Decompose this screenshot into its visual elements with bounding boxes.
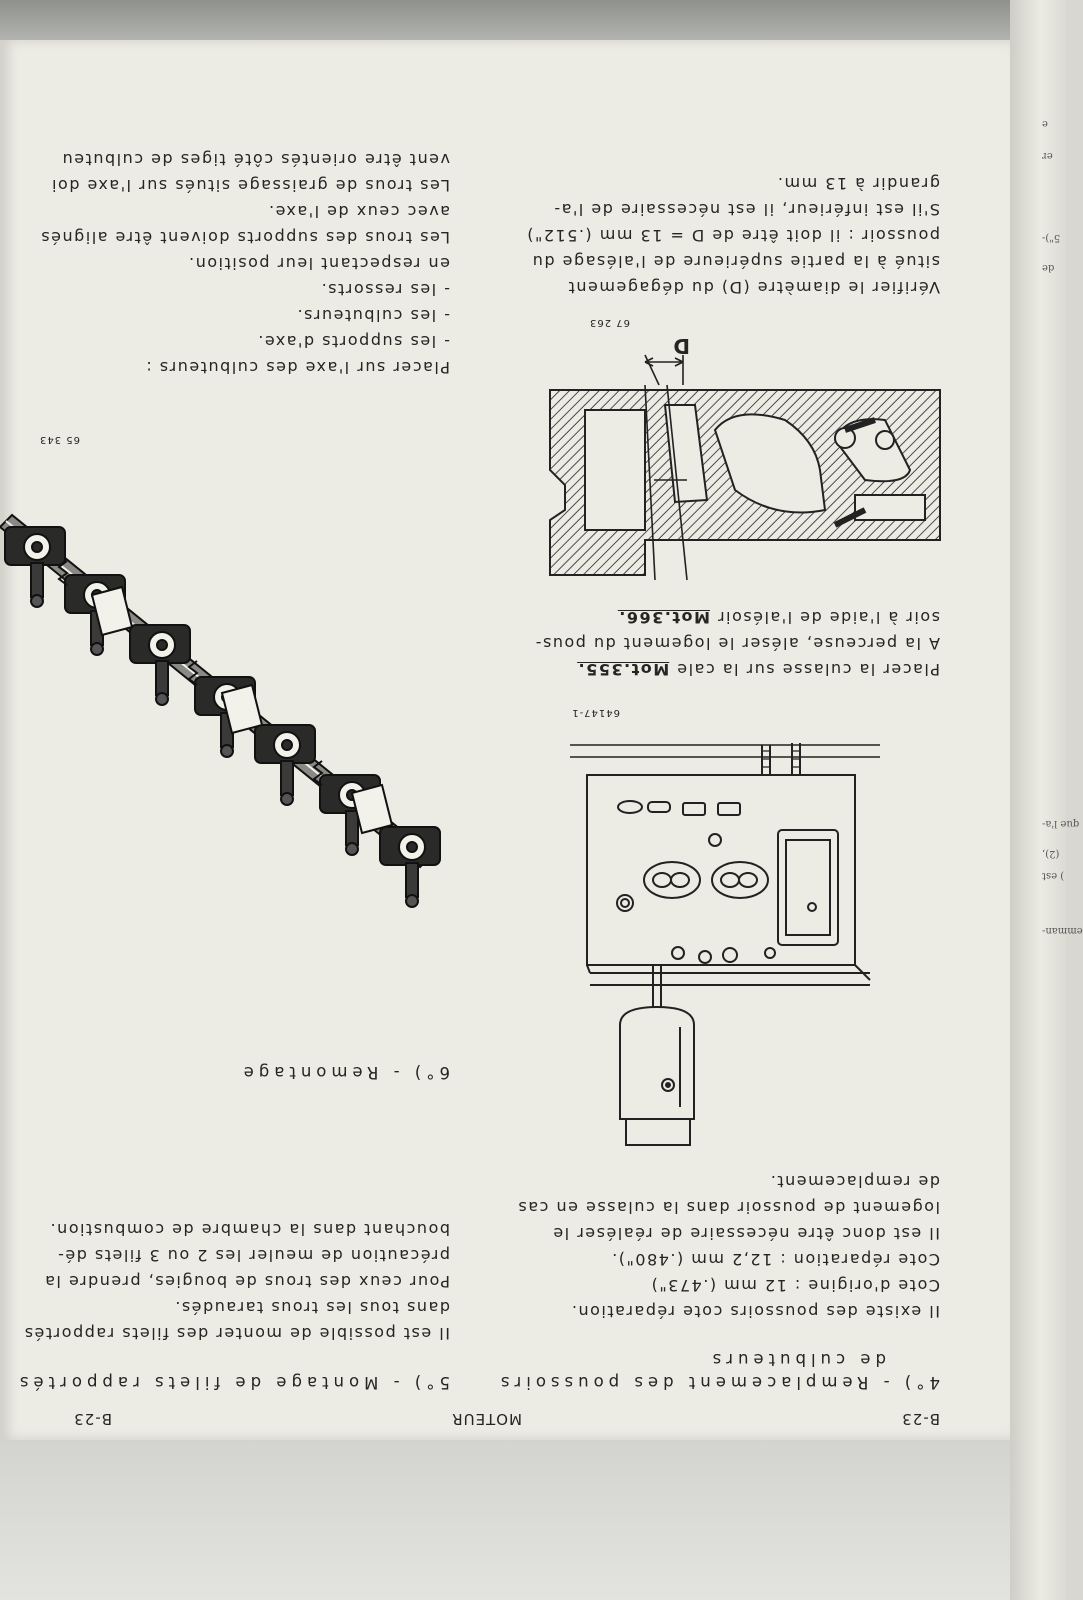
text-line: de remplacement. (769, 1172, 940, 1191)
facing-fragment: 5")- (1042, 232, 1061, 243)
facing-fragment: que l'a- (1042, 818, 1080, 829)
text-line: Il existe des poussoirs cote réparation. (570, 1302, 940, 1321)
dimension-d-label: D (673, 334, 690, 358)
tappet-bore-section-figure (545, 350, 945, 580)
text-line: grandir à 13 mm. (776, 174, 940, 193)
figure-3-ref: 65 343 (39, 434, 80, 445)
text-line: Placer sur l'axe des culbuteurs : (144, 358, 450, 377)
text-line: logement de poussoir dans la culasse en cas (516, 1198, 940, 1217)
facing-fragment: e (1042, 118, 1048, 129)
rocker-shaft-assembly-figure (0, 455, 462, 895)
text-line: vent être orientés côté tiges de culbuteu (61, 150, 450, 169)
text-line: Cote réparation : 12,2 mm (.480"). (610, 1250, 940, 1269)
text-line: Il est donc être nécessaire de réaléser le (551, 1224, 940, 1243)
manual-page (0, 40, 1010, 1440)
text-line: situé à la partie supérieure de l'alésage du (531, 252, 940, 271)
list-item: - les supports d'axe. (256, 332, 450, 351)
section-6-title: 6°) - Remontage (238, 1063, 450, 1082)
text-fragment: soir à l'aide de l'alésoir (709, 608, 940, 627)
text-line: Les trous de graissage situés sur l'axe doi (50, 176, 450, 195)
section-5-title: 5°) - Montage de filets rapportés (14, 1373, 450, 1392)
facing-fragment: er (1042, 150, 1053, 161)
figure-2-ref: 67 263 (589, 317, 630, 328)
page-number-right: B-23 (73, 1410, 112, 1428)
background-bottom (0, 1440, 1066, 1600)
facing-fragment: ) est (1042, 870, 1065, 881)
facing-fragment: emman- (1042, 925, 1083, 936)
cylinder-head-reaming-figure (570, 730, 890, 1145)
text-line: Vérifier le diamètre (D) du dégagement (567, 278, 940, 297)
text-line: A la perceuse, aléser le logement du pous- (534, 634, 940, 653)
page-number-left: B-23 (901, 1410, 940, 1428)
text-line: Il est possible de monter des filets rapportés (23, 1324, 450, 1343)
tool-reference: Mot.366. (617, 608, 710, 627)
text-line: en respectant leur position. (187, 254, 450, 273)
text-line: Pour ceux des trous de bougies, prendre la (43, 1272, 450, 1291)
running-header: MOTEUR (451, 1410, 522, 1428)
text-line: S'il est inférieur, il est nécessaire de l'a- (552, 200, 940, 219)
text-line: Cote d'origine : 12 mm (.473") (650, 1276, 940, 1295)
text-line (577, 656, 940, 682)
figure-1-ref: 64147-1 (571, 707, 620, 718)
list-item: - les culbuteurs. (295, 306, 450, 325)
text-line: avec ceux de l'axe. (267, 202, 450, 221)
text-line: poussoir : il doit être de D = 13 mm (.512") (525, 226, 940, 245)
text-line: Les trous des supports doivent être alignés (39, 228, 450, 247)
facing-fragment: de (1042, 262, 1055, 273)
list-item: - les ressorts. (320, 280, 450, 299)
text-line: dans tous les trous taraudés. (173, 1298, 450, 1317)
text-line: bouchant dans la chambre de combustion. (49, 1220, 450, 1239)
facing-fragment: (2), (1042, 848, 1060, 859)
text-line: précaution de meuler les 2 ou 3 filets dé- (56, 1246, 450, 1265)
text-line (618, 604, 940, 630)
section-4-title: 4°) - Remplacement des poussoirs (495, 1373, 940, 1392)
tool-reference: Mot.355. (577, 660, 670, 679)
section-4-title-cont: de culbuteurs (707, 1350, 886, 1369)
text-fragment: Placer la culasse sur la cale (669, 660, 940, 679)
